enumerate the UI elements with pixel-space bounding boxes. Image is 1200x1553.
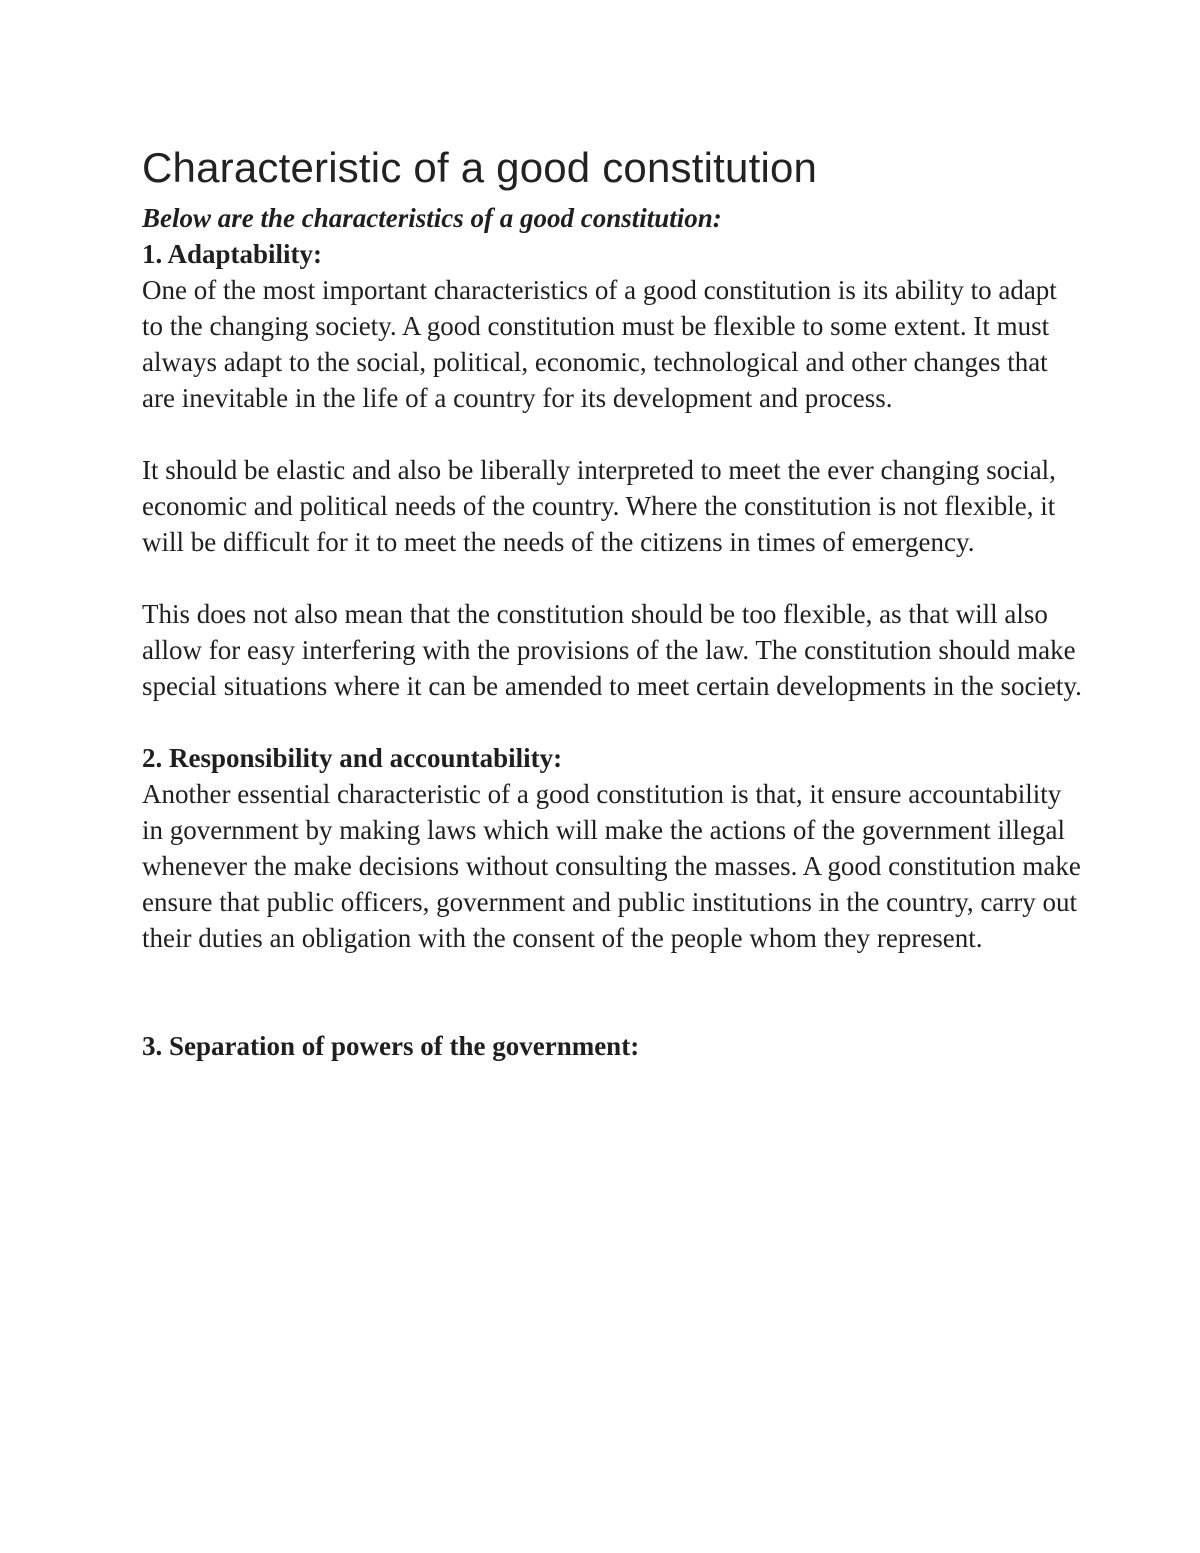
paragraph-spacer bbox=[142, 704, 1082, 740]
section-heading-separation: 3. Separation of powers of the government: bbox=[142, 1031, 640, 1061]
document-content bbox=[142, 142, 1082, 1064]
paragraph: Another essential characteristic of a good constitution is that, it ensure accountability in government by making laws which will make the actions of the government illegal whenever the make decisions without consulting the masses. A good constitution make ensure that public officers, government and public institutions in the country, carry out their duties an obligation with the consent of the people whom they represent. bbox=[142, 779, 1081, 953]
paragraph: One of the most important characteristics of a good constitution is its ability to adapt to the changing society. A good constitution must be flexible to some extent. It must always adapt to the social, political, economic, technological and other changes that are inevitable in the life of a country for its development and process. bbox=[142, 275, 1057, 413]
paragraph-spacer bbox=[142, 956, 1082, 1028]
section-heading-responsibility: 2. Responsibility and accountability: bbox=[142, 743, 563, 773]
document-title: Characteristic of a good constitution bbox=[142, 144, 818, 191]
paragraph: It should be elastic and also be liberally interpreted to meet the ever changing social, economic and political needs of the country. Where the constitution is not flexible, it will be difficult for it to meet the needs of the citizens in times of emergency. bbox=[142, 455, 1056, 557]
paragraph-spacer bbox=[142, 416, 1082, 452]
paragraph: This does not also mean that the constitution should be too flexible, as that will also allow for easy interfering with the provisions of the law. The constitution should make special situations where it can be amended to meet certain developments in the society. bbox=[142, 599, 1082, 701]
section-heading-adaptability: 1. Adaptability: bbox=[142, 239, 323, 269]
paragraph-spacer bbox=[142, 560, 1082, 596]
intro-text: Below are the characteristics of a good constitution: bbox=[142, 203, 722, 233]
